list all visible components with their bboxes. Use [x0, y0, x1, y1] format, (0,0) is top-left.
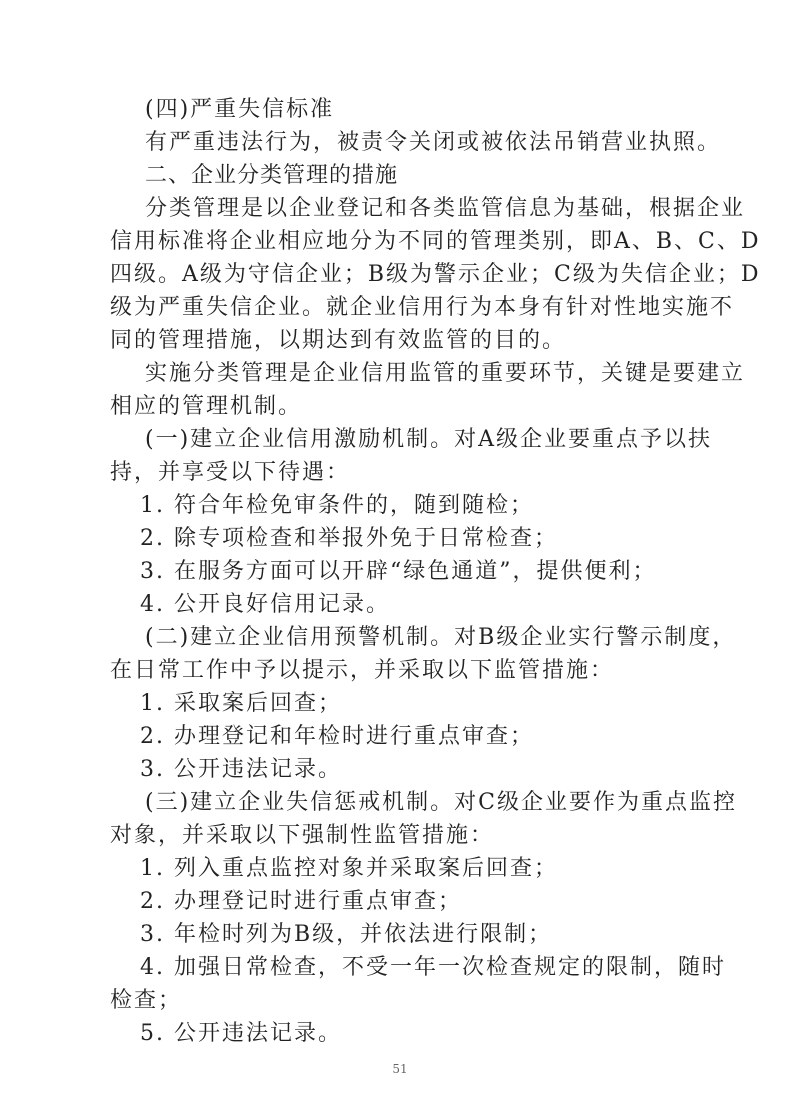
- list-item: 3. 年检时列为B级，并依法进行限制；: [140, 922, 553, 947]
- paragraph-line: 对象，并采取以下强制性监管措施：: [110, 823, 495, 848]
- paragraph-line: 持，并享受以下待遇：: [110, 460, 351, 485]
- paragraph-line: 相应的管理机制。: [110, 394, 303, 419]
- list-item: 5. 公开违法记录。: [140, 1021, 342, 1046]
- paragraph-line: 实施分类管理是企业信用监管的重要环节，关键是要建立: [145, 361, 746, 386]
- subsection-heading-4: (四)严重失信标准: [145, 97, 335, 122]
- subsection-heading-3: (三)建立企业失信惩戒机制。对C级企业要作为重点监控: [145, 790, 738, 815]
- list-item: 2. 办理登记时进行重点审查；: [140, 889, 462, 914]
- list-item: 1. 列入重点监控对象并采取案后回查；: [140, 856, 558, 881]
- subsection-heading-2: (二)建立企业信用预警机制。对B级企业实行警示制度，: [145, 625, 737, 650]
- list-item: 4. 公开良好信用记录。: [140, 592, 390, 617]
- paragraph-line: 信用标准将企业相应地分为不同的管理类别，即A、B、C、D: [110, 229, 761, 254]
- list-item: 2. 办理登记和年检时进行重点审查；: [140, 724, 534, 749]
- paragraph-line: 有严重违法行为，被责令关闭或被依法吊销营业执照。: [145, 130, 722, 155]
- list-item: 1. 符合年检免审条件的，随到随检；: [140, 493, 534, 518]
- paragraph-line: 级为严重失信企业。就企业信用行为本身有针对性地实施不: [110, 295, 735, 320]
- list-item: 2. 除专项检查和举报外免于日常检查；: [140, 526, 558, 551]
- paragraph-line: 四级。A级为守信企业；B级为警示企业；C级为失信企业；D: [110, 262, 761, 287]
- list-item: 4. 加强日常检查，不受一年一次检查规定的限制，随时: [140, 955, 726, 980]
- subsection-heading-1: (一)建立企业信用激励机制。对A级企业要重点予以扶: [145, 427, 713, 452]
- list-item: 3. 公开违法记录。: [140, 757, 342, 782]
- list-item: 3. 在服务方面可以开辟“绿色通道”，提供便利；: [140, 559, 657, 584]
- list-item: 1. 采取案后回查；: [140, 691, 342, 716]
- section-heading-2: 二、企业分类管理的措施: [145, 163, 399, 188]
- paragraph-line: 在日常工作中予以提示，并采取以下监管措施：: [110, 658, 615, 683]
- list-item-continuation: 检查；: [110, 988, 183, 1013]
- paragraph-line: 分类管理是以企业登记和各类监管信息为基础，根据企业: [145, 196, 746, 221]
- page-number: 51: [392, 1062, 408, 1076]
- paragraph-line: 同的管理措施，以期达到有效监管的目的。: [110, 328, 567, 353]
